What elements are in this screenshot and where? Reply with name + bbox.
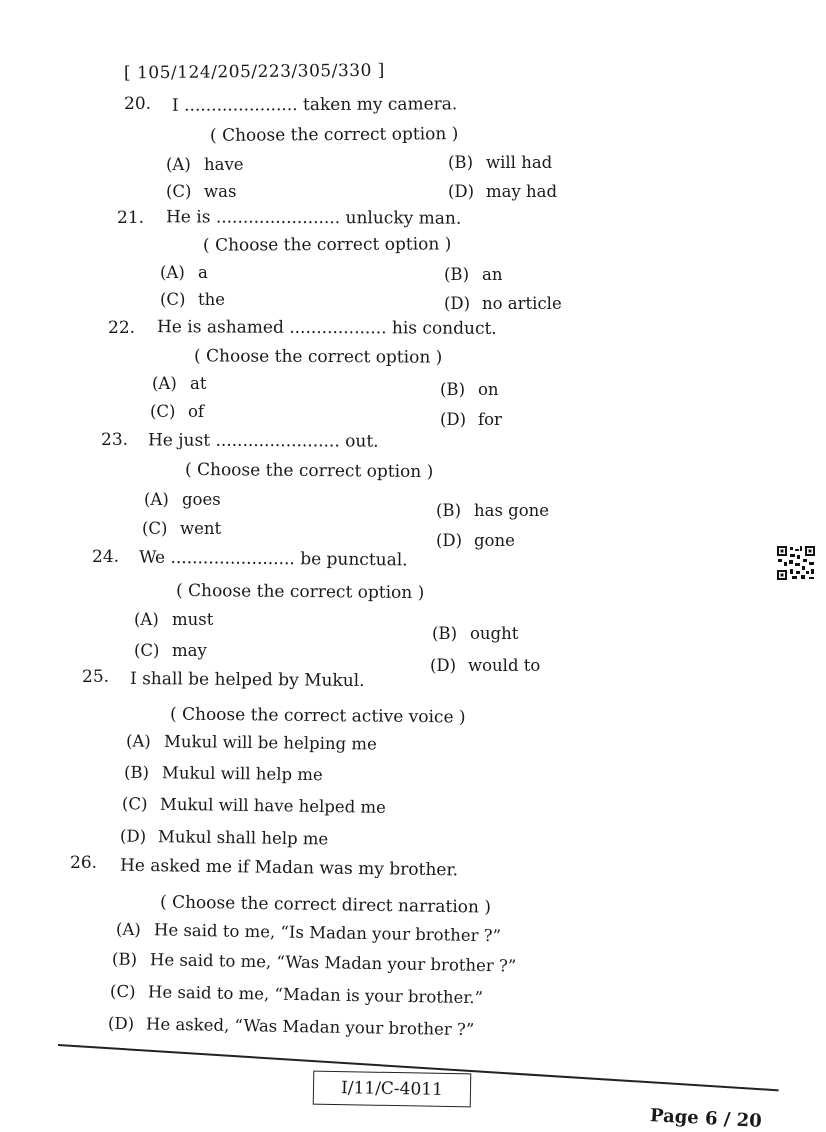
option-label: (C) bbox=[121, 794, 148, 814]
option-text: an bbox=[482, 265, 503, 284]
question-instruction: ( Choose the correct option ) bbox=[184, 459, 434, 483]
option-c bbox=[122, 794, 386, 817]
option-text: gone bbox=[474, 531, 515, 550]
option-label: (C) bbox=[166, 182, 192, 201]
question-number: 21. bbox=[117, 208, 145, 228]
option-text: He said to me, “Is Madan your brother ?” bbox=[153, 920, 502, 946]
question-text: I ..................... taken my camera. bbox=[171, 94, 458, 116]
option-d bbox=[448, 182, 557, 201]
option-text: Mukul shall help me bbox=[157, 827, 329, 849]
option-text: has gone bbox=[474, 501, 550, 520]
option-b bbox=[440, 380, 499, 399]
option-text: was bbox=[204, 182, 237, 201]
option-text: Mukul will have helped me bbox=[159, 794, 387, 817]
option-label: (B) bbox=[440, 380, 465, 399]
option-b bbox=[444, 265, 502, 284]
option-text: He said to me, “Was Madan your brother ?” bbox=[149, 950, 517, 976]
option-text: ought bbox=[470, 624, 519, 643]
question-text: We ....................... be punctual. bbox=[138, 547, 408, 571]
question-text: He is ashamed .................. his conduct. bbox=[156, 317, 497, 339]
option-d bbox=[120, 827, 329, 849]
page-number: Page 6 / 20 bbox=[649, 1105, 763, 1132]
option-b bbox=[448, 153, 552, 172]
option-label: (D) bbox=[440, 410, 467, 429]
question-instruction: ( Choose the correct option ) bbox=[202, 234, 452, 256]
question-instruction: ( Choose the correct direct narration ) bbox=[159, 892, 492, 918]
option-b bbox=[436, 501, 549, 520]
option-label: (A) bbox=[134, 610, 159, 629]
option-c bbox=[166, 182, 236, 201]
option-text: at bbox=[190, 374, 207, 393]
option-b bbox=[124, 763, 323, 784]
option-text: a bbox=[198, 263, 208, 282]
option-label: (D) bbox=[444, 294, 471, 313]
question-number: 23. bbox=[101, 430, 129, 450]
option-text: the bbox=[198, 290, 226, 309]
option-label: (A) bbox=[160, 263, 185, 282]
option-label: (D) bbox=[436, 531, 463, 550]
option-text: for bbox=[478, 410, 502, 429]
option-label: (B) bbox=[111, 949, 138, 969]
option-text: must bbox=[172, 610, 214, 629]
option-a bbox=[134, 610, 213, 629]
question-text: I shall be helped by Mukul. bbox=[129, 668, 365, 692]
option-c bbox=[150, 402, 204, 421]
option-label: (C) bbox=[150, 402, 176, 421]
option-text: have bbox=[204, 155, 244, 174]
option-label: (B) bbox=[432, 624, 457, 643]
option-a bbox=[144, 490, 221, 509]
option-text: no article bbox=[482, 294, 562, 313]
option-text: goes bbox=[182, 490, 221, 509]
question-number: 24. bbox=[92, 547, 120, 567]
option-text: would to bbox=[468, 656, 541, 675]
option-c bbox=[160, 290, 225, 309]
option-d bbox=[108, 1014, 475, 1039]
question-number: 20. bbox=[124, 94, 152, 114]
option-a bbox=[126, 731, 377, 753]
option-label: (B) bbox=[123, 762, 150, 783]
option-a bbox=[166, 155, 244, 174]
option-a bbox=[116, 920, 501, 946]
option-c bbox=[134, 641, 207, 660]
option-label: (D) bbox=[430, 656, 457, 675]
question-instruction: ( Choose the correct option ) bbox=[193, 346, 443, 368]
question-instruction: ( Choose the correct active voice ) bbox=[169, 704, 466, 728]
question-instruction: ( Choose the correct option ) bbox=[175, 580, 425, 604]
question-text: He is ....................... unlucky man. bbox=[165, 207, 462, 229]
option-text: went bbox=[180, 519, 222, 538]
option-label: (D) bbox=[448, 182, 475, 201]
paper-codes: [ 105/124/205/223/305/330 ] bbox=[123, 60, 386, 84]
option-label: (B) bbox=[436, 501, 461, 520]
option-d bbox=[430, 656, 540, 675]
question-instruction: ( Choose the correct option ) bbox=[209, 124, 459, 146]
question-number: 26. bbox=[70, 853, 98, 873]
option-text: Mukul will help me bbox=[161, 763, 323, 785]
option-a bbox=[160, 263, 208, 282]
option-label: (A) bbox=[152, 374, 177, 393]
option-label: (C) bbox=[160, 290, 186, 309]
option-text: may bbox=[172, 641, 207, 660]
option-label: (C) bbox=[142, 519, 168, 538]
option-label: (B) bbox=[444, 265, 469, 284]
footer-code: I/11/C-4011 bbox=[313, 1071, 472, 1108]
option-a bbox=[152, 374, 206, 393]
option-c bbox=[142, 519, 221, 538]
option-text: He asked, “Was Madan your brother ?” bbox=[145, 1014, 475, 1040]
option-d bbox=[444, 294, 562, 313]
question-text: He just ....................... out. bbox=[147, 430, 379, 452]
question-number: 22. bbox=[108, 318, 136, 338]
option-b bbox=[112, 949, 517, 975]
option-label: (C) bbox=[134, 641, 160, 660]
option-label: (A) bbox=[115, 919, 141, 940]
option-text: on bbox=[478, 380, 499, 399]
option-b bbox=[432, 624, 518, 643]
qr-code-icon bbox=[776, 545, 816, 581]
option-label: (A) bbox=[166, 155, 191, 174]
option-text: will had bbox=[486, 153, 553, 172]
question-number: 25. bbox=[82, 667, 110, 687]
option-label: (D) bbox=[107, 1013, 135, 1034]
question-text: He asked me if Madan was my brother. bbox=[119, 855, 459, 881]
option-label: (A) bbox=[125, 731, 151, 751]
option-text: Mukul will be helping me bbox=[163, 731, 377, 754]
option-label: (C) bbox=[109, 981, 136, 1002]
option-d bbox=[436, 531, 515, 550]
option-text: He said to me, “Madan is your brother.” bbox=[147, 982, 484, 1008]
option-label: (D) bbox=[119, 826, 147, 846]
option-d bbox=[440, 410, 502, 429]
option-text: may had bbox=[486, 182, 558, 201]
option-label: (B) bbox=[448, 153, 473, 172]
option-label: (A) bbox=[144, 490, 169, 509]
option-text: of bbox=[188, 402, 205, 421]
option-c bbox=[110, 982, 483, 1008]
